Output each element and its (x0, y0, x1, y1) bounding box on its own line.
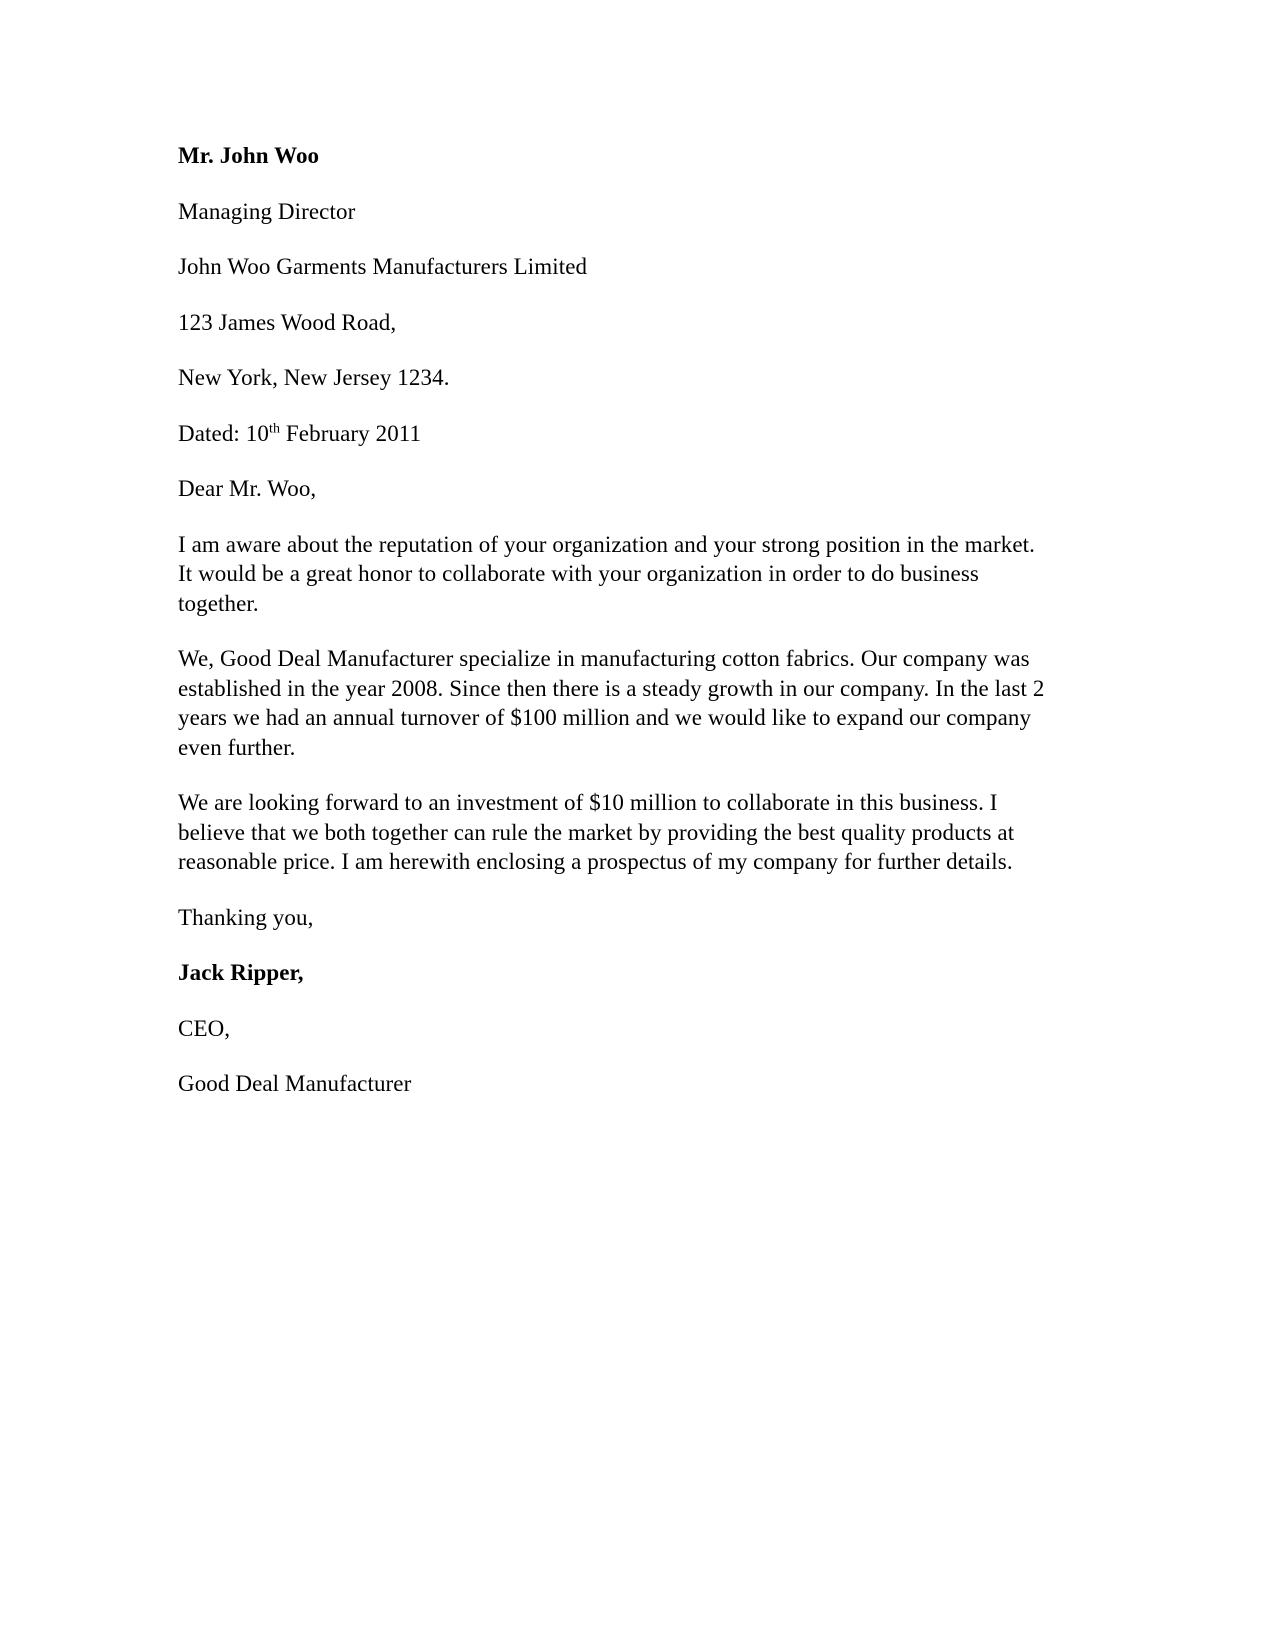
recipient-title: Managing Director (178, 198, 356, 224)
recipient-name: Mr. John Woo (178, 143, 320, 168)
recipient-address-line2: New York, New Jersey 1234. (178, 365, 450, 390)
paragraph-company-background: We, Good Deal Manufacturer specialize in manufacturing cotton fabrics. Our company was established in the year 2008. Since then there is a steady growth in our company. In the last 2 years we had an annual turnover of $100 million and we would like to expand our company even further. (178, 646, 1045, 760)
recipient-address-line1: 123 James Wood Road, (178, 309, 397, 335)
date-prefix: Dated: 10 (178, 420, 269, 446)
signature-name: Jack Ripper, (178, 960, 304, 985)
signature-title: CEO, (178, 1015, 231, 1041)
paragraph-proposal: We are looking forward to an investment of $10 million to collaborate in this business. I believe that we both together can rule the market by providing the best quality products at reasonable price. I am herewith enclosing a prospectus of my company for further details. (178, 790, 1015, 874)
paragraph-intro: I am aware about the reputation of your organization and your strong position in the market. It would be a great honor to collaborate with your organization in order to do business together. (178, 531, 1035, 616)
date-suffix: February 2011 (280, 420, 422, 446)
signature-company: Good Deal Manufacturer (178, 1071, 412, 1096)
date-line (178, 419, 1046, 449)
date-ordinal: th (268, 420, 281, 436)
recipient-company: John Woo Garments Manufacturers Limited (178, 254, 588, 279)
closing: Thanking you, (178, 904, 314, 930)
letter-body (178, 141, 1046, 1125)
salutation: Dear Mr. Woo, (178, 476, 317, 501)
